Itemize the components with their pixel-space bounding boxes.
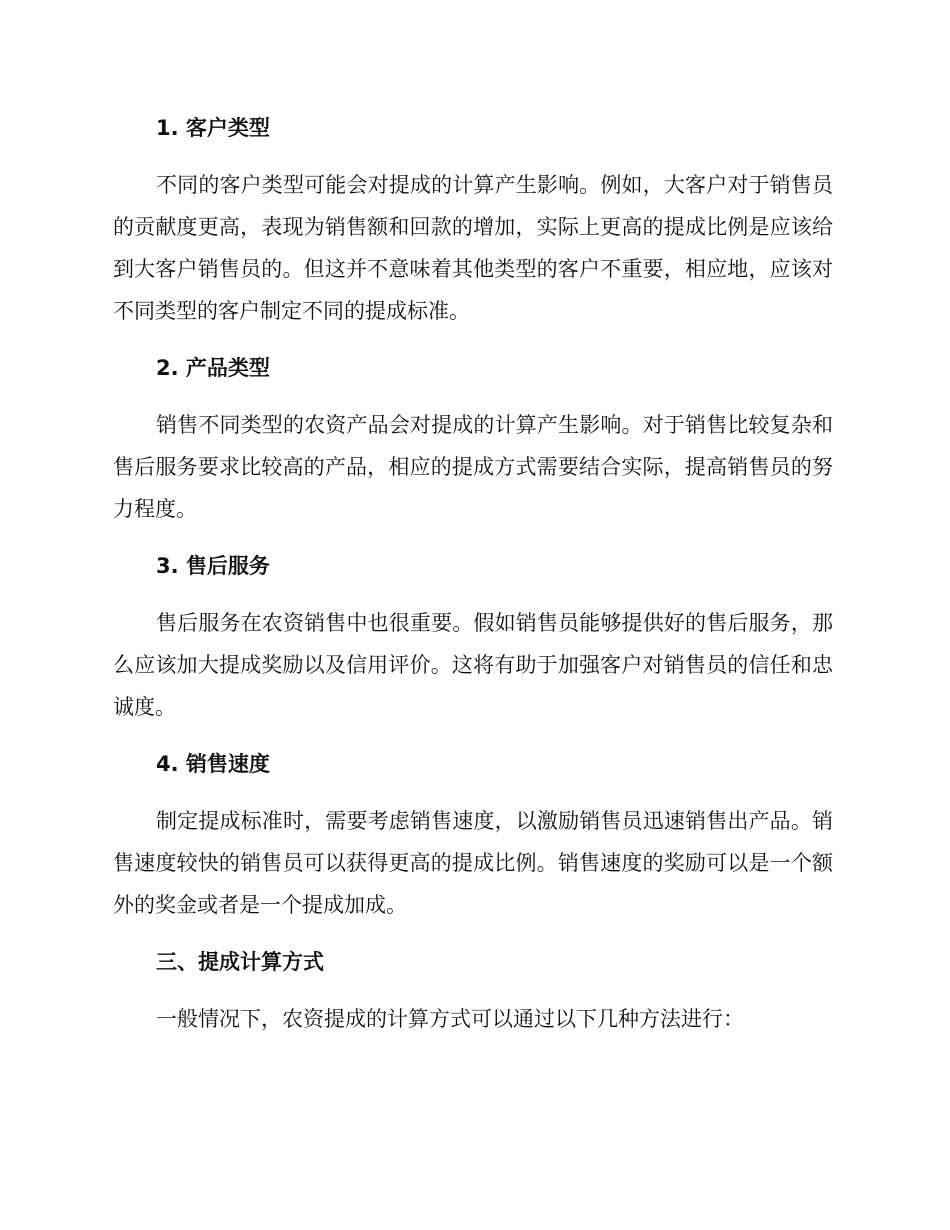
- spacer: [113, 332, 833, 348]
- section-heading-product-type: 2. 产品类型: [156, 356, 270, 380]
- spacer: [113, 586, 833, 602]
- section-body-calculation-method: 一般情况下，农资提成的计算方式可以通过以下几种方法进行：: [156, 1007, 744, 1031]
- section-heading-after-sales: 3. 售后服务: [156, 554, 270, 578]
- section-heading-customer-type: 1. 客户类型: [156, 116, 270, 140]
- section-heading-calculation-method: 三、提成计算方式: [156, 950, 324, 974]
- spacer: [113, 728, 833, 744]
- spacer: [113, 784, 833, 800]
- document-content: [113, 108, 833, 1040]
- section-heading-sales-speed: 4. 销售速度: [156, 752, 270, 776]
- section-body-product-type: 销售不同类型的农资产品会对提成的计算产生影响。对于销售比较复杂和售后服务要求比较高的产品，相应的提成方式需要结合实际，提高销售员的努力程度。: [113, 413, 833, 521]
- section-body-customer-type: 不同的客户类型可能会对提成的计算产生影响。例如，大客户对于销售员的贡献度更高，表现为销售额和回款的增加，实际上更高的提成比例是应该给到大客户销售员的。但这并不意味着其他类型的客户不重要，相应地，应该对不同类型的客户制定不同的提成标准。: [113, 173, 833, 323]
- section-body-sales-speed: 制定提成标准时，需要考虑销售速度，以激励销售员迅速销售出产品。销售速度较快的销售员可以获得更高的提成比例。销售速度的奖励可以是一个额外的奖金或者是一个提成加成。: [113, 809, 833, 917]
- spacer: [113, 530, 833, 546]
- spacer: [113, 982, 833, 998]
- spacer: [113, 148, 833, 164]
- section-body-after-sales: 售后服务在农资销售中也很重要。假如销售员能够提供好的售后服务，那么应该加大提成奖励以及信用评价。这将有助于加强客户对销售员的信任和忠诚度。: [113, 611, 833, 719]
- spacer: [113, 388, 833, 404]
- spacer: [113, 926, 833, 942]
